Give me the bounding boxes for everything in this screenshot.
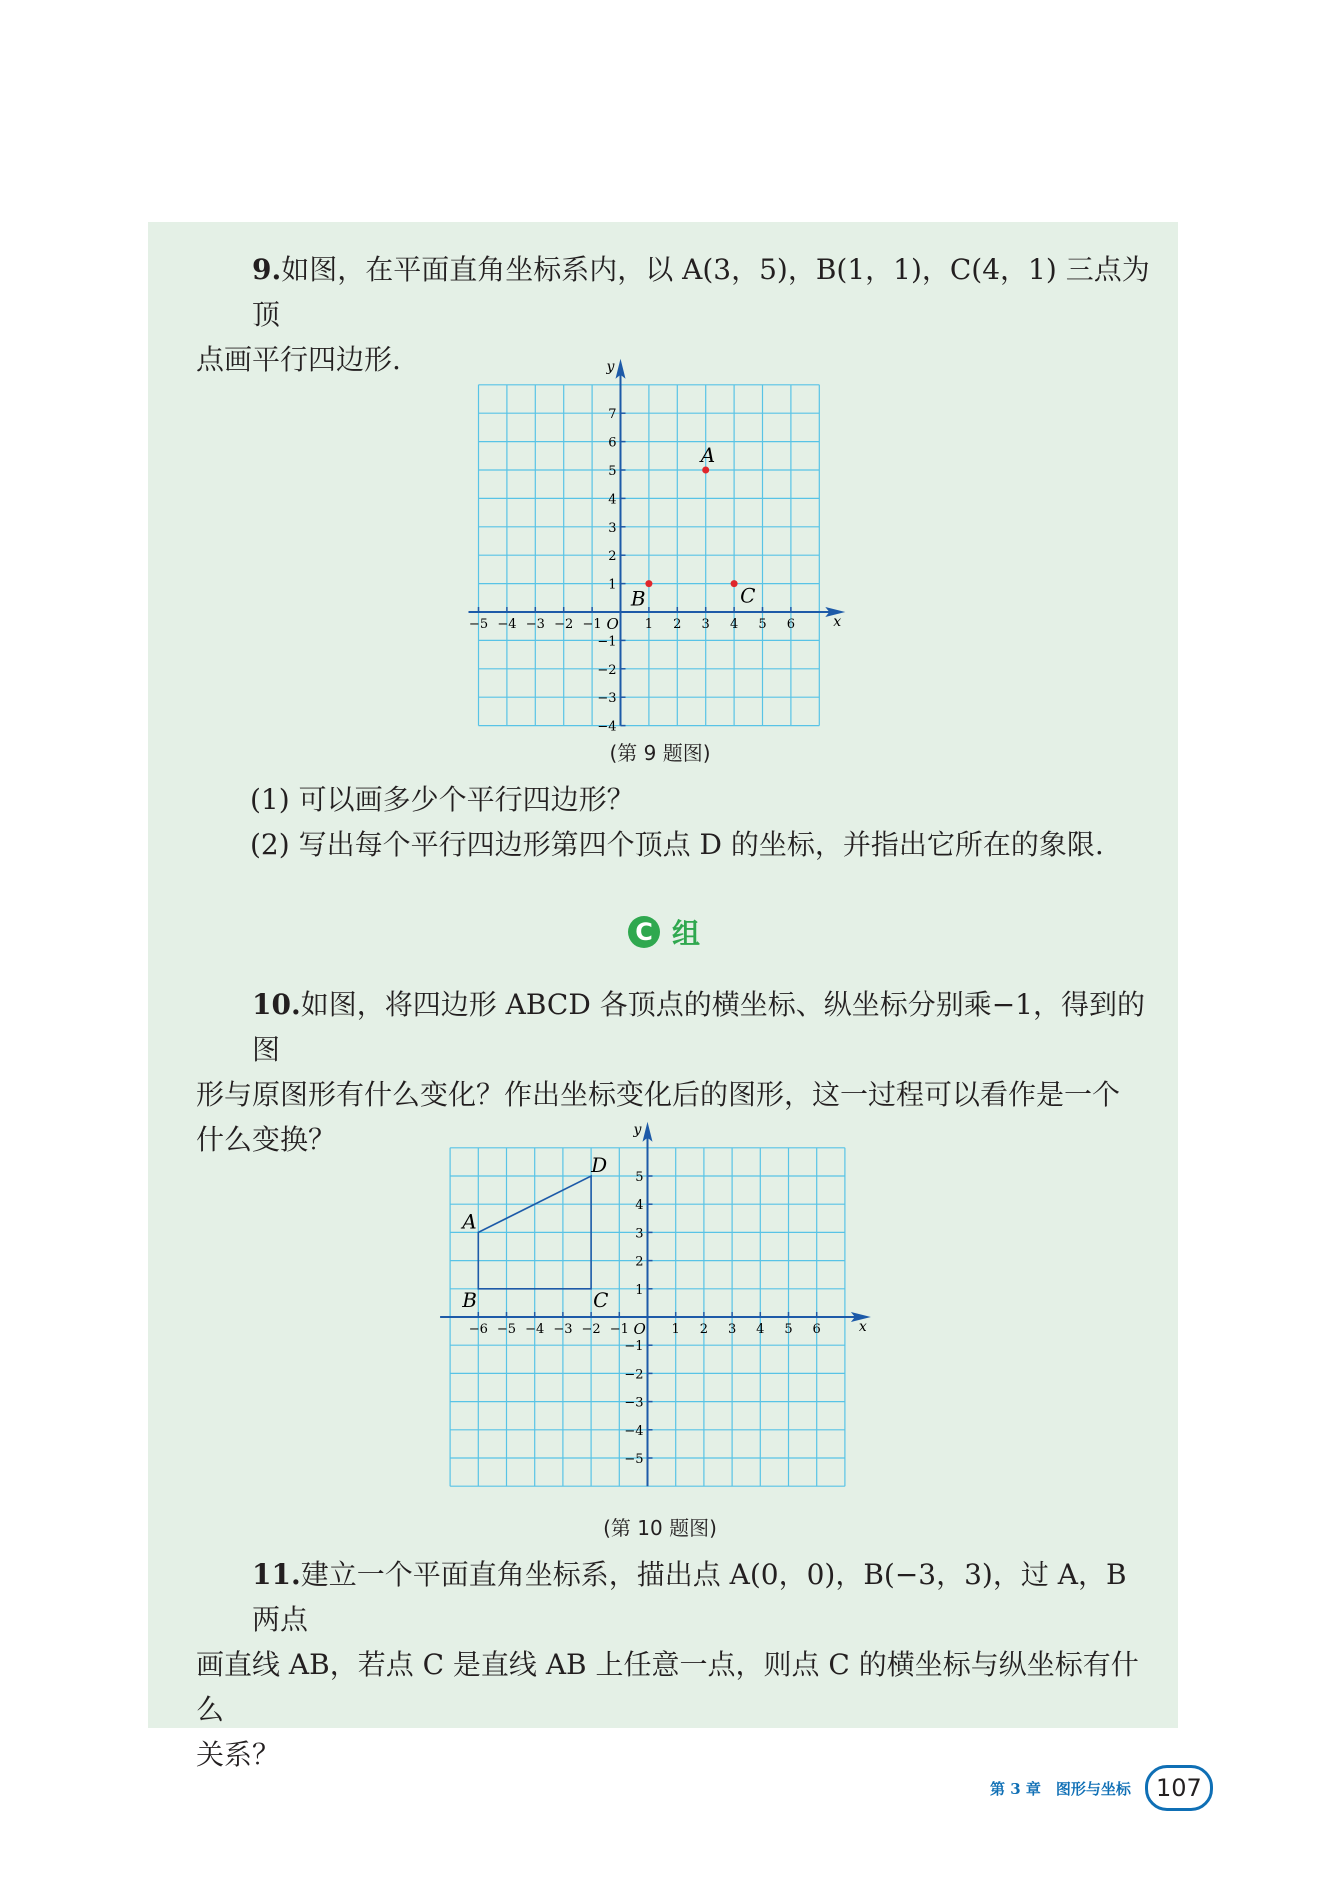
point-c xyxy=(731,580,738,587)
x-tick-label: 1 xyxy=(644,617,654,632)
figure-9-coordinate-grid xyxy=(468,342,843,735)
y-tick-label: 4 xyxy=(608,492,617,508)
y-tick-label: −2 xyxy=(597,662,617,678)
group-label: 组 xyxy=(672,917,701,950)
y-tick-label: 5 xyxy=(635,1170,644,1185)
problem-9-line1: 如图，在平面直角坐标系内，以 A(3，5)，B(1，1)，C(4，1) 三点为顶 xyxy=(252,253,1150,331)
point-label-c: C xyxy=(740,583,756,608)
x-tick-label: −2 xyxy=(554,617,574,632)
page-number: 107 xyxy=(1145,1765,1213,1811)
x-tick-label: −4 xyxy=(497,617,517,632)
group-badge: C xyxy=(628,916,660,948)
y-tick-label: 2 xyxy=(608,549,617,565)
vertex-label-c: C xyxy=(593,1287,609,1312)
problem-9-number: 9. xyxy=(252,253,282,286)
origin-label: O xyxy=(606,615,619,633)
x-tick-label: 5 xyxy=(758,617,767,632)
x-tick-label: −3 xyxy=(525,617,545,632)
x-tick-label: 1 xyxy=(671,1322,680,1337)
x-tick-label: 6 xyxy=(812,1322,821,1337)
problem-10-line1: 如图，将四边形 ABCD 各顶点的横坐标、纵坐标分别乘−1，得到的图 xyxy=(252,988,1145,1066)
point-label-b: B xyxy=(630,586,646,611)
y-tick-label: 3 xyxy=(635,1226,644,1242)
x-tick-label: 3 xyxy=(727,1322,737,1337)
x-tick-label: −2 xyxy=(581,1322,601,1337)
x-tick-label: 3 xyxy=(701,617,710,632)
y-tick-label: 7 xyxy=(608,407,617,423)
x-tick-label: 4 xyxy=(756,1322,765,1337)
point-b xyxy=(645,580,652,587)
problem-10-line3: 什么变换？ xyxy=(196,1123,337,1156)
x-tick-label: −1 xyxy=(582,617,602,632)
point-a xyxy=(702,467,709,474)
y-axis-label: y xyxy=(633,1121,642,1138)
y-tick-label: 4 xyxy=(635,1198,644,1214)
y-tick-label: −3 xyxy=(624,1395,644,1411)
problem-9-subquestion-1: (1) 可以画多少个平行四边形？ xyxy=(250,783,635,816)
figure-9-caption: (第 9 题图) xyxy=(609,741,711,765)
y-tick-label: −2 xyxy=(624,1367,644,1383)
vertex-label-b: B xyxy=(462,1287,478,1312)
x-tick-label: 2 xyxy=(699,1322,709,1337)
exercise-panel xyxy=(148,222,1178,1771)
figure-10-coordinate-grid xyxy=(448,1110,868,1495)
x-tick-label: −6 xyxy=(468,1322,488,1337)
x-tick-label: −4 xyxy=(525,1322,545,1337)
vertex-label-d: D xyxy=(591,1153,608,1177)
vertex-label-a: A xyxy=(462,1209,477,1234)
x-tick-label: 6 xyxy=(786,617,796,632)
problem-11-line1: 建立一个平面直角坐标系，描出点 A(0，0)，B(−3，3)，过 A，B 两点 xyxy=(252,1558,1127,1636)
x-tick-label: −5 xyxy=(496,1322,517,1337)
y-tick-label: 1 xyxy=(608,577,617,593)
y-tick-label: −4 xyxy=(597,719,617,735)
y-tick-label: 6 xyxy=(608,435,617,451)
problem-11-line2: 画直线 AB，若点 C 是直线 AB 上任意一点，则点 C 的横坐标与纵坐标有什么 xyxy=(196,1648,1139,1726)
problem-9-line2: 点画平行四边形. xyxy=(196,343,401,376)
y-tick-label: 1 xyxy=(635,1282,644,1298)
problem-10-number: 10. xyxy=(252,988,301,1021)
footer-chapter-title: 第 3 章 图形与坐标 xyxy=(990,1779,1131,1798)
x-tick-label: −1 xyxy=(609,1322,629,1337)
x-tick-label: −3 xyxy=(553,1322,573,1337)
figure-10-caption: (第 10 题图) xyxy=(603,1516,717,1540)
point-label-a: A xyxy=(700,443,716,467)
problem-11-line3: 关系？ xyxy=(196,1738,281,1771)
y-tick-label: 5 xyxy=(608,464,617,479)
x-axis-label: x xyxy=(858,1319,867,1335)
x-tick-label: −5 xyxy=(468,617,489,632)
y-tick-label: −4 xyxy=(624,1423,644,1439)
y-tick-label: −5 xyxy=(624,1452,644,1467)
page-footer xyxy=(990,1765,1213,1811)
origin-label: O xyxy=(633,1320,646,1338)
problem-9-subquestion-2: (2) 写出每个平行四边形第四个顶点 D 的坐标，并指出它所在的象限. xyxy=(250,828,1104,861)
problem-11-text xyxy=(196,1552,1156,1777)
x-axis-label: x xyxy=(833,614,842,630)
y-tick-label: 3 xyxy=(608,520,617,536)
problem-11-number: 11. xyxy=(252,1558,301,1591)
x-tick-label: 4 xyxy=(729,617,739,632)
problem-10-line2: 形与原图形有什么变化？作出坐标变化后的图形，这一过程可以看作是一个 xyxy=(196,1078,1121,1111)
y-tick-label: −1 xyxy=(624,1339,644,1355)
y-tick-label: −1 xyxy=(597,634,617,650)
y-tick-label: 2 xyxy=(635,1254,644,1270)
y-axis-label: y xyxy=(606,358,615,375)
group-c-heading xyxy=(628,912,700,952)
y-tick-label: −3 xyxy=(597,691,617,707)
x-tick-label: 5 xyxy=(784,1322,793,1337)
x-tick-label: 2 xyxy=(673,617,682,632)
